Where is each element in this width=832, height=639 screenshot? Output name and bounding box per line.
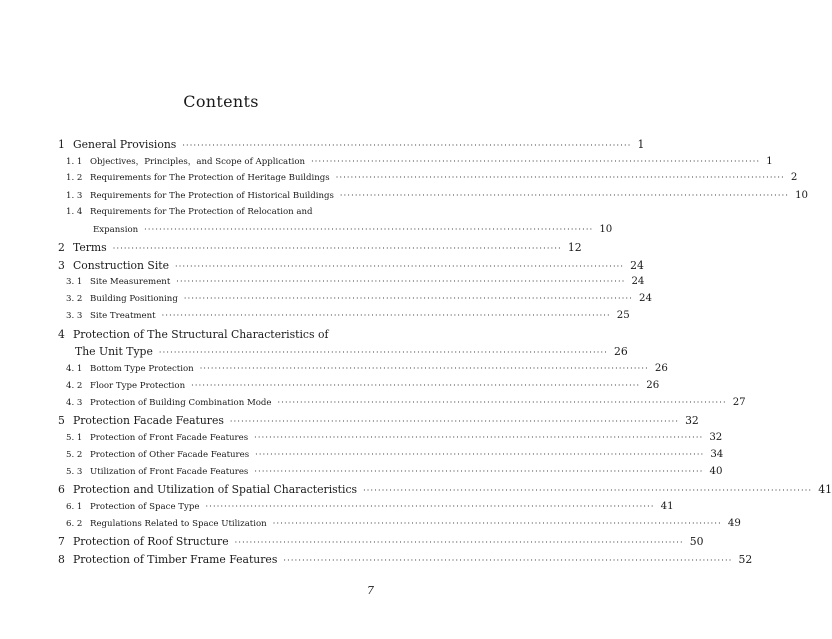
toc-section-entry: [66, 397, 746, 408]
toc-entry-page: 32: [709, 432, 723, 443]
toc-entry-number: 4: [58, 328, 65, 341]
toc-section-entry: [66, 276, 645, 287]
toc-section-entry: [66, 190, 809, 201]
toc-entry-page: 41: [660, 501, 674, 512]
toc-leader-dots: ························································································································: [272, 519, 722, 528]
toc-entry-page: 41: [818, 483, 832, 496]
toc-entry-page: 25: [616, 310, 630, 321]
toc-leader-dots: ························································································································: [339, 191, 790, 200]
toc-entry-page: 24: [630, 259, 644, 272]
toc-entry-page: 24: [631, 276, 645, 287]
toc-chapter-entry: [58, 483, 832, 496]
toc-entry-number: 5: [58, 414, 65, 427]
toc-entry-number: 4. 1: [66, 364, 83, 374]
toc-entry-page: 26: [646, 380, 660, 391]
toc-entry-page: 24: [638, 293, 652, 304]
toc-entry-number: 1. 2: [66, 173, 83, 183]
toc-leader-dots: ························································································································: [255, 450, 705, 459]
toc-entry-title: Objectives，Principles，and Scope of Application: [90, 157, 306, 167]
toc-entry-number: 4. 2: [66, 381, 83, 391]
toc-section-entry: [66, 293, 652, 304]
toc-entry-page: 32: [685, 414, 699, 427]
toc-entry-title: Protection Facade Features: [73, 414, 224, 427]
toc-entry-title: Terms: [73, 241, 107, 254]
toc-section-entry: [66, 501, 674, 512]
toc-entry-page: 27: [732, 397, 746, 408]
toc-chapter-entry: [75, 345, 628, 358]
toc-entry-title: Protection of Other Facade Features: [90, 450, 250, 460]
toc-leader-dots: ························································································································: [205, 502, 655, 511]
toc-leader-dots: ························································································································: [363, 486, 813, 495]
toc-entry-page: 10: [599, 224, 613, 235]
toc-leader-dots: ························································································································: [112, 244, 562, 253]
toc-leader-dots: ························································································································: [277, 398, 727, 407]
toc-entry-number: 6. 2: [66, 519, 83, 529]
toc-entry-page: 10: [795, 190, 809, 201]
toc-entry-title: Requirements for The Protection of Historical Buildings: [90, 191, 334, 201]
toc-section-entry: [66, 207, 386, 217]
toc-section-entry: [66, 449, 724, 460]
toc-section-entry: [66, 155, 773, 167]
toc-leader-dots: ························································································································: [229, 417, 680, 426]
toc-leader-dots: ························································································································: [175, 262, 625, 271]
toc-entry-page: 2: [790, 172, 798, 183]
toc-entry-page: 50: [689, 535, 704, 548]
toc-leader-dots: ························································································································: [144, 225, 594, 234]
toc-entry-page: 40: [709, 466, 723, 477]
toc-entry-title: Regulations Related to Space Utilization: [90, 519, 267, 529]
toc-entry-title: The Unit Type: [75, 345, 153, 358]
toc-leader-dots: ························································································································: [254, 433, 704, 442]
toc-entry-page: 12: [567, 241, 582, 254]
toc-entry-page: 52: [738, 553, 753, 566]
toc-entry-title: Bottom Type Protection: [90, 364, 194, 374]
toc-entry-title: Floor Type Protection: [90, 381, 186, 391]
toc-leader-dots: ························································································································: [176, 277, 626, 286]
toc-entry-page: 26: [614, 345, 628, 358]
toc-section-entry: [66, 310, 630, 321]
toc-entry-number: 5. 2: [66, 450, 83, 460]
toc-leader-dots: ························································································································: [183, 294, 633, 303]
toc-leader-dots: ························································································································: [311, 157, 761, 166]
toc-entry-page: 1: [766, 156, 773, 167]
toc-entry-number: 3. 2: [66, 294, 83, 304]
toc-entry-title: Expansion: [93, 225, 139, 235]
toc-entry-number: 8: [58, 553, 65, 566]
toc-entry-number: 6. 1: [66, 502, 83, 512]
toc-entry-title: Protection and Utilization of Spatial Characteristics: [73, 483, 358, 496]
toc-entry-title: Protection of Space Type: [90, 502, 200, 512]
toc-leader-dots: ························································································································: [182, 141, 632, 150]
toc-entry-title: Protection of The Structural Characteristics of: [73, 328, 329, 341]
toc-entry-title: Requirements for The Protection of Heritage Buildings: [90, 173, 330, 183]
toc-entry-number: 3: [58, 259, 65, 272]
toc-entry-title: Utilization of Front Facade Features: [90, 467, 249, 477]
toc-entry-page: 26: [654, 363, 668, 374]
toc-entry-number: 1: [58, 138, 65, 151]
toc-leader-dots: ························································································································: [254, 467, 704, 476]
toc-entry-number: 1. 3: [66, 191, 83, 201]
toc-entry-title: Protection of Front Facade Features: [90, 433, 249, 443]
toc-entry-page: 34: [710, 449, 724, 460]
toc-entry-number: 1. 1: [66, 157, 83, 167]
toc-leader-dots: ························································································································: [191, 381, 641, 390]
toc-entry-page: 1: [637, 138, 645, 151]
toc-entry-title: Requirements for The Protection of Relocation and: [90, 207, 313, 217]
toc-chapter-entry: [58, 328, 386, 341]
toc-entry-number: 3. 1: [66, 277, 83, 287]
toc-leader-dots: ························································································································: [283, 556, 733, 565]
toc-entry-title: Site Treatment: [90, 311, 156, 321]
toc-leader-dots: ························································································································: [158, 348, 609, 357]
toc-chapter-entry: [58, 553, 753, 566]
toc-entry-title: Construction Site: [73, 259, 170, 272]
toc-entry-number: 6: [58, 483, 65, 496]
toc-entry-number: 5. 1: [66, 433, 83, 443]
toc-entry-number: 7: [58, 535, 65, 548]
page-title: Contents: [183, 92, 259, 111]
toc-leader-dots: ························································································································: [335, 173, 785, 182]
toc-entry-page: 49: [727, 518, 741, 529]
toc-entry-title: Protection of Timber Frame Features: [73, 553, 278, 566]
toc-section-entry: [93, 224, 613, 235]
toc-section-entry: [66, 518, 741, 529]
toc-entry-title: Site Measurement: [90, 277, 171, 287]
toc-entry-title: General Provisions: [73, 138, 177, 151]
toc-chapter-entry: [58, 414, 699, 427]
toc-entry-number: 2: [58, 241, 65, 254]
toc-chapter-entry: [58, 535, 704, 548]
toc-entry-number: 4. 3: [66, 398, 83, 408]
toc-entry-number: 3. 3: [66, 311, 83, 321]
page-number: 7: [367, 584, 374, 597]
toc-entry-title: Protection of Roof Structure: [73, 535, 229, 548]
toc-section-entry: [66, 172, 798, 183]
toc-chapter-entry: [58, 138, 645, 151]
toc-section-entry: [66, 363, 668, 374]
toc-leader-dots: ························································································································: [234, 538, 684, 547]
toc-entry-title: Building Positioning: [90, 294, 178, 304]
toc-entry-number: 5. 3: [66, 467, 83, 477]
toc-section-entry: [66, 380, 660, 391]
toc-section-entry: [66, 466, 723, 477]
toc-chapter-entry: [58, 259, 644, 272]
toc-chapter-entry: [58, 241, 582, 254]
toc-leader-dots: ························································································································: [161, 311, 611, 320]
toc-entry-title: Protection of Building Combination Mode: [90, 398, 272, 408]
toc-entry-number: 1. 4: [66, 207, 83, 217]
toc-section-entry: [66, 432, 723, 443]
toc-leader-dots: ························································································································: [199, 364, 649, 373]
